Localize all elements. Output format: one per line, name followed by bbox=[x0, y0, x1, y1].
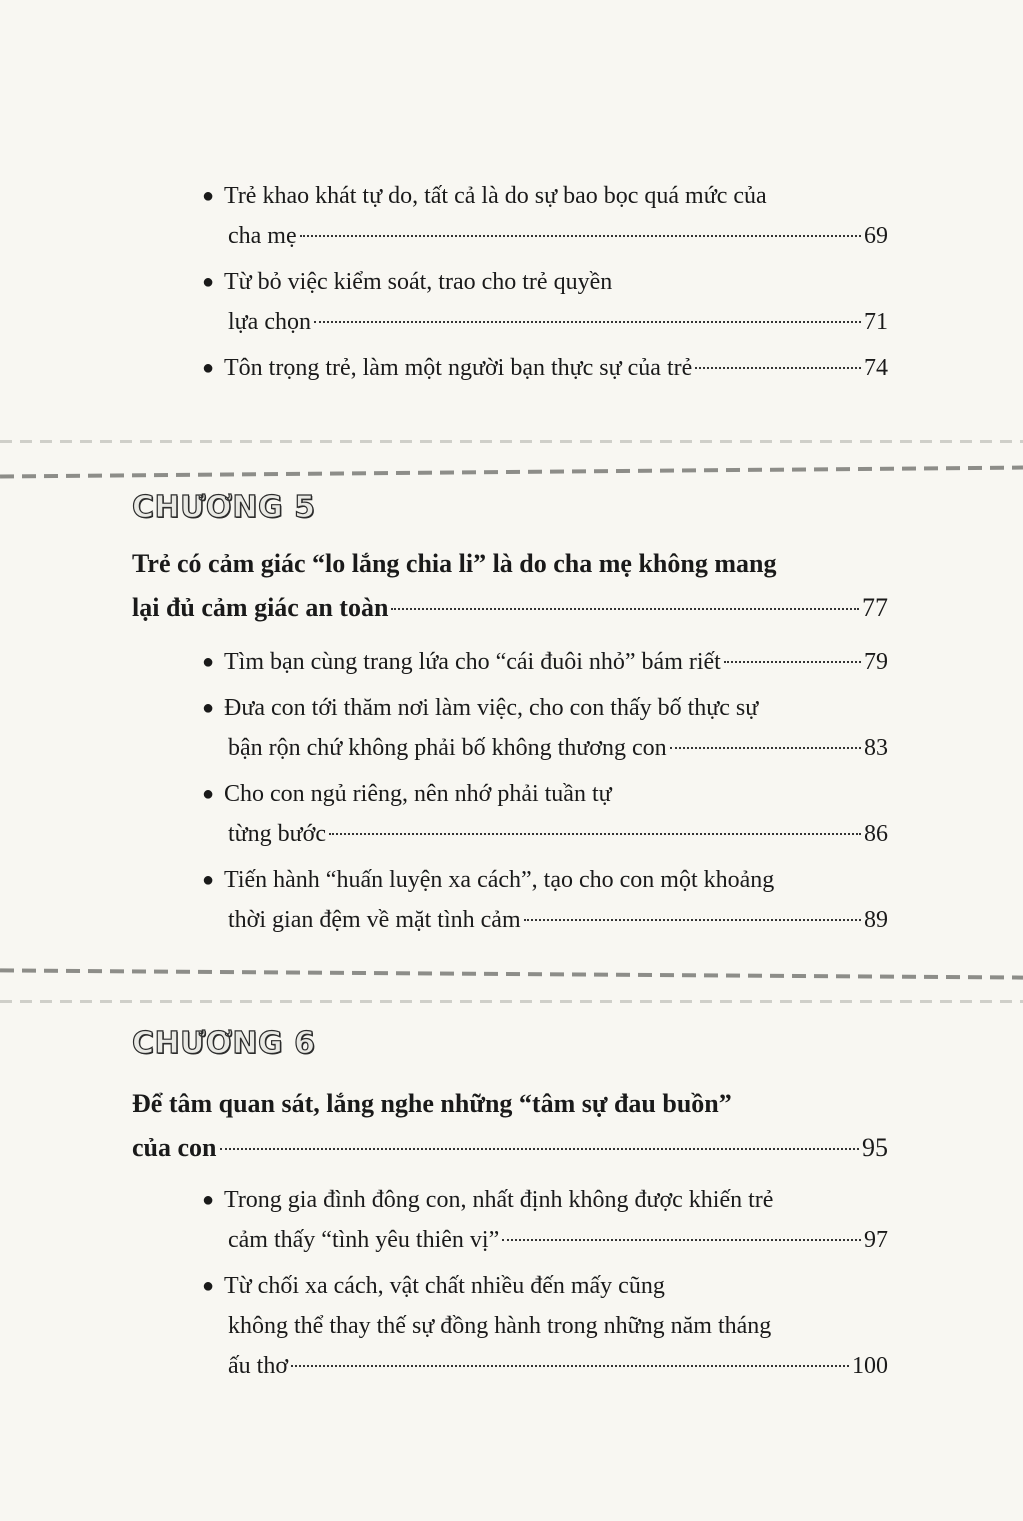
toc-entry-link[interactable] bbox=[224, 642, 888, 682]
dot-leader bbox=[695, 343, 861, 369]
page-number: 100 bbox=[852, 1353, 888, 1379]
chapter-label: CHƯƠNG 5 bbox=[132, 490, 316, 525]
separator-ghost bbox=[0, 440, 1023, 443]
toc-entry-text: Trong gia đình đông con, nhất định không được khiến trẻ bbox=[224, 1187, 774, 1213]
toc-entry-text: từng bước bbox=[228, 821, 327, 847]
dot-leader bbox=[524, 895, 861, 921]
bullet-icon: ● bbox=[202, 783, 215, 805]
toc-entry-text: thời gian đệm về mặt tình cảm bbox=[228, 907, 521, 933]
chapter-title-link[interactable] bbox=[132, 1128, 888, 1168]
dot-leader bbox=[314, 297, 861, 323]
dot-leader bbox=[329, 809, 861, 835]
toc-entry-text: Tôn trọng trẻ, làm một người bạn thực sự của trẻ bbox=[224, 355, 693, 381]
page-number: 71 bbox=[864, 309, 888, 335]
page-number: 79 bbox=[864, 649, 888, 675]
separator-ghost bbox=[0, 1000, 1023, 1003]
bullet-icon: ● bbox=[202, 1189, 215, 1211]
dot-leader bbox=[300, 211, 861, 237]
toc-entry-link[interactable] bbox=[228, 814, 888, 854]
toc-entry-link[interactable] bbox=[224, 348, 888, 388]
toc-entry-text: Từ bỏ việc kiểm soát, trao cho trẻ quyền bbox=[224, 269, 613, 295]
page-number: 97 bbox=[864, 1227, 888, 1253]
chapter-title: Để tâm quan sát, lắng nghe những “tâm sự đau buồn” bbox=[132, 1089, 732, 1118]
chapter-label: CHƯƠNG 6 bbox=[132, 1026, 316, 1061]
toc-entry-link[interactable] bbox=[228, 302, 888, 342]
section-divider bbox=[0, 466, 1023, 479]
toc-entry-text: Từ chối xa cách, vật chất nhiều đến mấy cũng bbox=[224, 1273, 665, 1299]
bullet-icon: ● bbox=[202, 869, 215, 891]
bullet-icon: ● bbox=[202, 185, 215, 207]
toc-entry-text: Trẻ khao khát tự do, tất cả là do sự bao bọc quá mức của bbox=[224, 183, 767, 209]
page-number: 74 bbox=[864, 355, 888, 381]
toc-entry-link[interactable] bbox=[228, 1346, 888, 1386]
dot-leader bbox=[502, 1215, 861, 1241]
section-divider bbox=[0, 968, 1023, 979]
toc-entry-text: Tiến hành “huấn luyện xa cách”, tạo cho con một khoảng bbox=[224, 867, 775, 893]
toc-entry-text: cảm thấy “tình yêu thiên vị” bbox=[228, 1227, 500, 1253]
chapter-title: Trẻ có cảm giác “lo lắng chia li” là do cha mẹ không mang bbox=[132, 549, 777, 578]
toc-entry-text: Đưa con tới thăm nơi làm việc, cho con thấy bố thực sự bbox=[224, 695, 759, 721]
page-number: 89 bbox=[864, 907, 888, 933]
toc-entry-text: không thể thay thế sự đồng hành trong những năm tháng bbox=[228, 1313, 772, 1339]
page-number: 95 bbox=[862, 1133, 888, 1162]
chapter-title-link[interactable] bbox=[132, 588, 888, 628]
dot-leader bbox=[220, 1124, 860, 1150]
toc-entry-text: ấu thơ bbox=[228, 1353, 289, 1379]
bullet-icon: ● bbox=[202, 271, 215, 293]
dot-leader bbox=[291, 1341, 849, 1367]
toc-entry-text: Tìm bạn cùng trang lứa cho “cái đuôi nhỏ” bám riết bbox=[224, 649, 721, 675]
toc-entry-text: bận rộn chứ không phải bố không thương con bbox=[228, 735, 667, 761]
page-number: 77 bbox=[862, 593, 888, 622]
page-number: 86 bbox=[864, 821, 888, 847]
dot-leader bbox=[724, 637, 861, 663]
toc-entry-link[interactable] bbox=[228, 1220, 888, 1260]
chapter-title: lại đủ cảm giác an toàn bbox=[132, 593, 389, 622]
bullet-icon: ● bbox=[202, 1275, 215, 1297]
chapter-title: của con bbox=[132, 1133, 217, 1162]
dot-leader bbox=[670, 723, 861, 749]
toc-entry-link[interactable] bbox=[228, 900, 888, 940]
toc-entry-link[interactable] bbox=[228, 728, 888, 768]
toc-entry-text: lựa chọn bbox=[228, 309, 311, 335]
toc-entry-link[interactable] bbox=[228, 216, 888, 256]
dot-leader bbox=[391, 584, 859, 610]
toc-entry-text: cha mẹ bbox=[228, 223, 297, 249]
bullet-icon: ● bbox=[202, 357, 215, 379]
toc-entry-text: Cho con ngủ riêng, nên nhớ phải tuần tự bbox=[224, 781, 612, 807]
bullet-icon: ● bbox=[202, 651, 215, 673]
page-number: 83 bbox=[864, 735, 888, 761]
page-number: 69 bbox=[864, 223, 888, 249]
bullet-icon: ● bbox=[202, 697, 215, 719]
